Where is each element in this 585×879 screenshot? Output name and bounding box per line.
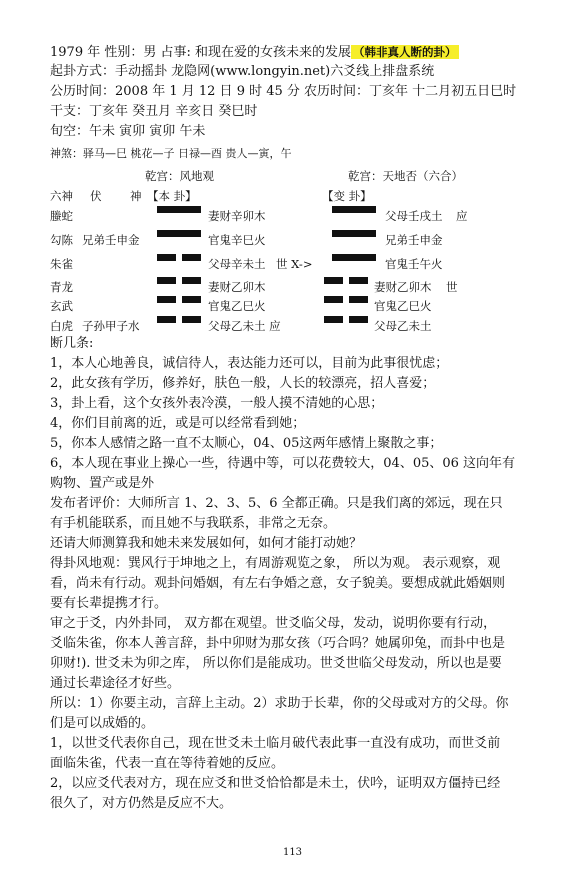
- changed-yao-label: 父母壬戌土: [385, 209, 443, 223]
- liushen-label: 白虎: [50, 319, 73, 333]
- header-shen: 神: [130, 189, 142, 203]
- header-line-xunkong: 旬空：午未 寅卯 寅卯 午未: [50, 124, 206, 139]
- yin-line: [324, 296, 368, 303]
- liushen-label: 玄武: [50, 299, 73, 313]
- highlight-label: （韩非真人断的卦）: [353, 45, 457, 59]
- header-bian-gua: 【变 卦】: [322, 189, 372, 203]
- header-liushen: 六神: [50, 189, 73, 203]
- body-line: 所以：1）你要主动，言辞上主动。2）求助于长辈，你的父母或对方的父母。你: [50, 696, 509, 711]
- body-line: 2，此女孩有学历，修养好，肤色一般，人长的较漂亮，招人喜爱；: [50, 376, 436, 391]
- changed-yao-label: 兄弟壬申金: [385, 233, 443, 247]
- body-line: 们是可以成婚的。: [50, 716, 155, 731]
- body-line: 2，以应爻代表对方，现在应爻和世爻恰恰都是未土，伏吟，证明双方僵持已经: [50, 776, 501, 791]
- body-line: 看，尚未有行动。观卦问婚姻，有左右争婚之意，女子貌美。要想成就此婚姻则: [50, 576, 506, 591]
- yin-line: [157, 254, 201, 261]
- body-line: 面临朱雀，代表一直在等待着她的反应。: [50, 756, 285, 771]
- changed-yao-label: 官鬼壬午火: [385, 257, 443, 271]
- body-line: 6，本人现在事业上操心一些，待遇中等，可以花费较大，04、05、06 这向年有: [50, 456, 516, 471]
- page-number: 113: [282, 847, 303, 858]
- changed-yao-label: 妻财乙卯木: [374, 280, 432, 294]
- header-ben-gua: 【本 卦】: [147, 189, 197, 203]
- body-line: 得卦风地观：巽风行于坤地之上，有周游观览之象， 所以为观。 表示观察，观: [50, 556, 501, 571]
- gua-row: [50, 316, 550, 336]
- body-line: 要有长辈提携才行。: [50, 596, 168, 611]
- liushen-label: 螣蛇: [50, 209, 73, 223]
- body-line: 有手机能联系，而且她不与我联系，非常之无奈。: [50, 516, 337, 531]
- body-line: 5，你本人感情之路一直不太顺心，04、05这两年感情上聚散之事；: [50, 436, 443, 451]
- body-line: 审之于爻，内外卦同， 双方都在观望。世爻临父母，发动，说明你要有行动，: [50, 616, 497, 631]
- body-line: 4，你们目前离的近，或是可以经常看到她；: [50, 416, 306, 431]
- liushen-label: 青龙: [50, 280, 73, 294]
- main-yao-label: 官鬼辛巳火: [208, 233, 266, 247]
- header-line-subject: [50, 42, 459, 63]
- ying-mark: 世: [446, 280, 458, 294]
- body-line: 还请大师测算我和她未来发展如何，如何才能打动她？: [50, 536, 363, 551]
- body-line: 断几条:: [50, 336, 94, 351]
- yin-line: [157, 296, 201, 303]
- yin-line: [324, 277, 368, 284]
- main-gua-name: 乾宫：风地观: [145, 169, 214, 183]
- main-yao-label: 妻财辛卯木: [208, 209, 266, 223]
- liushen-label: 朱雀: [50, 257, 73, 271]
- fushen-label: 兄弟壬申金: [82, 233, 140, 247]
- main-yao-label: 官鬼乙巳火: [208, 299, 266, 313]
- ying-mark: 应: [456, 209, 468, 223]
- gua-row: [50, 230, 550, 250]
- gua-name-row: [50, 166, 550, 186]
- yang-line: [157, 206, 201, 213]
- gua-header-row: [50, 186, 550, 206]
- gua-row: [50, 277, 550, 297]
- body-line: 卯财!). 世爻未为卯之库， 所以你们是能成功。世爻世临父母发动，所以也是要: [50, 656, 502, 671]
- main-yao-label: 父母乙未土 应: [208, 319, 281, 333]
- body-line: 很久了，对方仍然是反应不大。: [50, 796, 233, 811]
- shi-mark: 世 X->: [276, 257, 313, 271]
- header-fu: 伏: [90, 189, 102, 203]
- gua-row: [50, 206, 550, 226]
- body-line: 通过长辈途径才好些。: [50, 676, 181, 691]
- changed-yao-label: 官鬼乙巳火: [374, 299, 432, 313]
- yang-line: [332, 230, 376, 237]
- yin-line: [324, 316, 368, 323]
- body-line: 购物、置产或是外: [50, 476, 155, 491]
- body-line: 1，本人心地善良，诚信待人，表达能力还可以，目前为此事很忧虑；: [50, 356, 449, 371]
- body-line: 3，卦上看，这个女孩外表冷漠，一般人摸不清她的心思；: [50, 396, 384, 411]
- header-line-time: 公历时间：2008 年 1 月 12 日 9 时 45 分 农历时间：丁亥年 十二月初五日巳时: [50, 84, 517, 99]
- header-line-ganzhi: 干支：丁亥年 癸丑月 辛亥日 癸巳时: [50, 104, 258, 119]
- gua-row: [50, 254, 550, 274]
- fushen-label: 子孙甲子水: [82, 319, 140, 333]
- body-line: 爻临朱雀，你本人善言辞，卦中卯财为那女孩（巧合吗？她属卯兔，而卦中也是: [50, 636, 506, 651]
- header-line-shensha: 神煞：驿马—巳 桃花—子 日禄—酉 贵人—寅，午: [50, 147, 292, 160]
- yin-line: [157, 316, 201, 323]
- subject-text: 1979 年 性别：男 占事: 和现在爱的女孩未来的发展: [50, 45, 351, 60]
- liushen-label: 勾陈: [50, 233, 73, 247]
- body-line: 1，以世爻代表你自己，现在世爻未土临月破代表此事一直没有成功，而世爻前: [50, 736, 501, 751]
- yang-line: [332, 206, 376, 213]
- gua-row: [50, 296, 550, 316]
- main-yao-label: 父母辛未土: [208, 257, 266, 271]
- changed-yao-label: 父母乙未土: [374, 319, 432, 333]
- changed-gua-name: 乾宫：天地否（六合）: [348, 169, 463, 183]
- yang-line: [157, 230, 201, 237]
- main-yao-label: 妻财乙卯木: [208, 280, 266, 294]
- header-line-method: 起卦方式：手动摇卦 龙隐网(www.longyin.net)六爻线上排盘系统: [50, 64, 435, 79]
- yang-line: [332, 254, 376, 261]
- body-line: 发布者评价：大师所言 1、2、3、5、6 全都正确。只是我们离的郊远，现在只: [50, 496, 503, 511]
- yin-line: [157, 277, 201, 284]
